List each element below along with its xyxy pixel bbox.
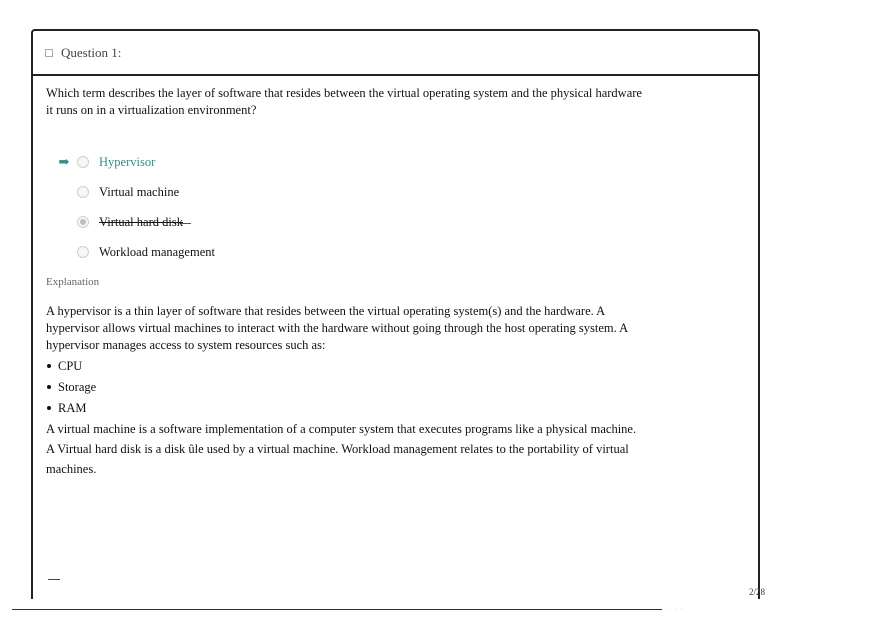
radio-button[interactable] (77, 246, 89, 258)
strike-mark (181, 223, 191, 224)
list-item: CPU (46, 356, 646, 377)
option-label: Virtual hard disk (99, 214, 183, 229)
explanation-paragraph: A hypervisor is a thin layer of software that resides between the virtual operating system(s) and the hardware. A hypervisor allows virtual machines to interact with the hardware without going through the host operating system. A hypervisor manages access to system resources such as: (46, 304, 628, 352)
explanation-title: Explanation (46, 276, 100, 288)
footer-faint-text: · · · (668, 605, 684, 613)
list-item: Storage (46, 377, 646, 398)
question-header (33, 31, 758, 76)
page-number: 2/28 (749, 587, 766, 597)
radio-button-selected[interactable] (77, 216, 89, 228)
option-label: Hypervisor (99, 154, 156, 169)
footer-divider (12, 609, 662, 610)
explanation-body (46, 303, 646, 479)
question-number: Question 1: (61, 44, 122, 60)
question-card (31, 29, 760, 599)
footer-mark (48, 579, 60, 580)
explanation-paragraph: A virtual machine is a software implementation of a computer system that executes programs like a physical machine. A Virtual hard disk is a disk ûle used by a virtual machine. Workload management relates to the portability of virtual machines. (46, 422, 637, 476)
arrow-right-icon: ➡ (58, 154, 70, 169)
list-item: RAM (46, 398, 646, 419)
radio-button[interactable] (77, 186, 89, 198)
resource-list (46, 356, 646, 419)
radio-button[interactable] (77, 156, 89, 168)
question-text: Which term describes the layer of software that resides between the virtual operating system and the physical hardware it runs on in a virtualization environment? (46, 86, 642, 117)
option-label: Virtual machine (99, 184, 180, 199)
checkbox-icon[interactable] (45, 49, 53, 57)
option-label: Workload management (99, 244, 215, 259)
